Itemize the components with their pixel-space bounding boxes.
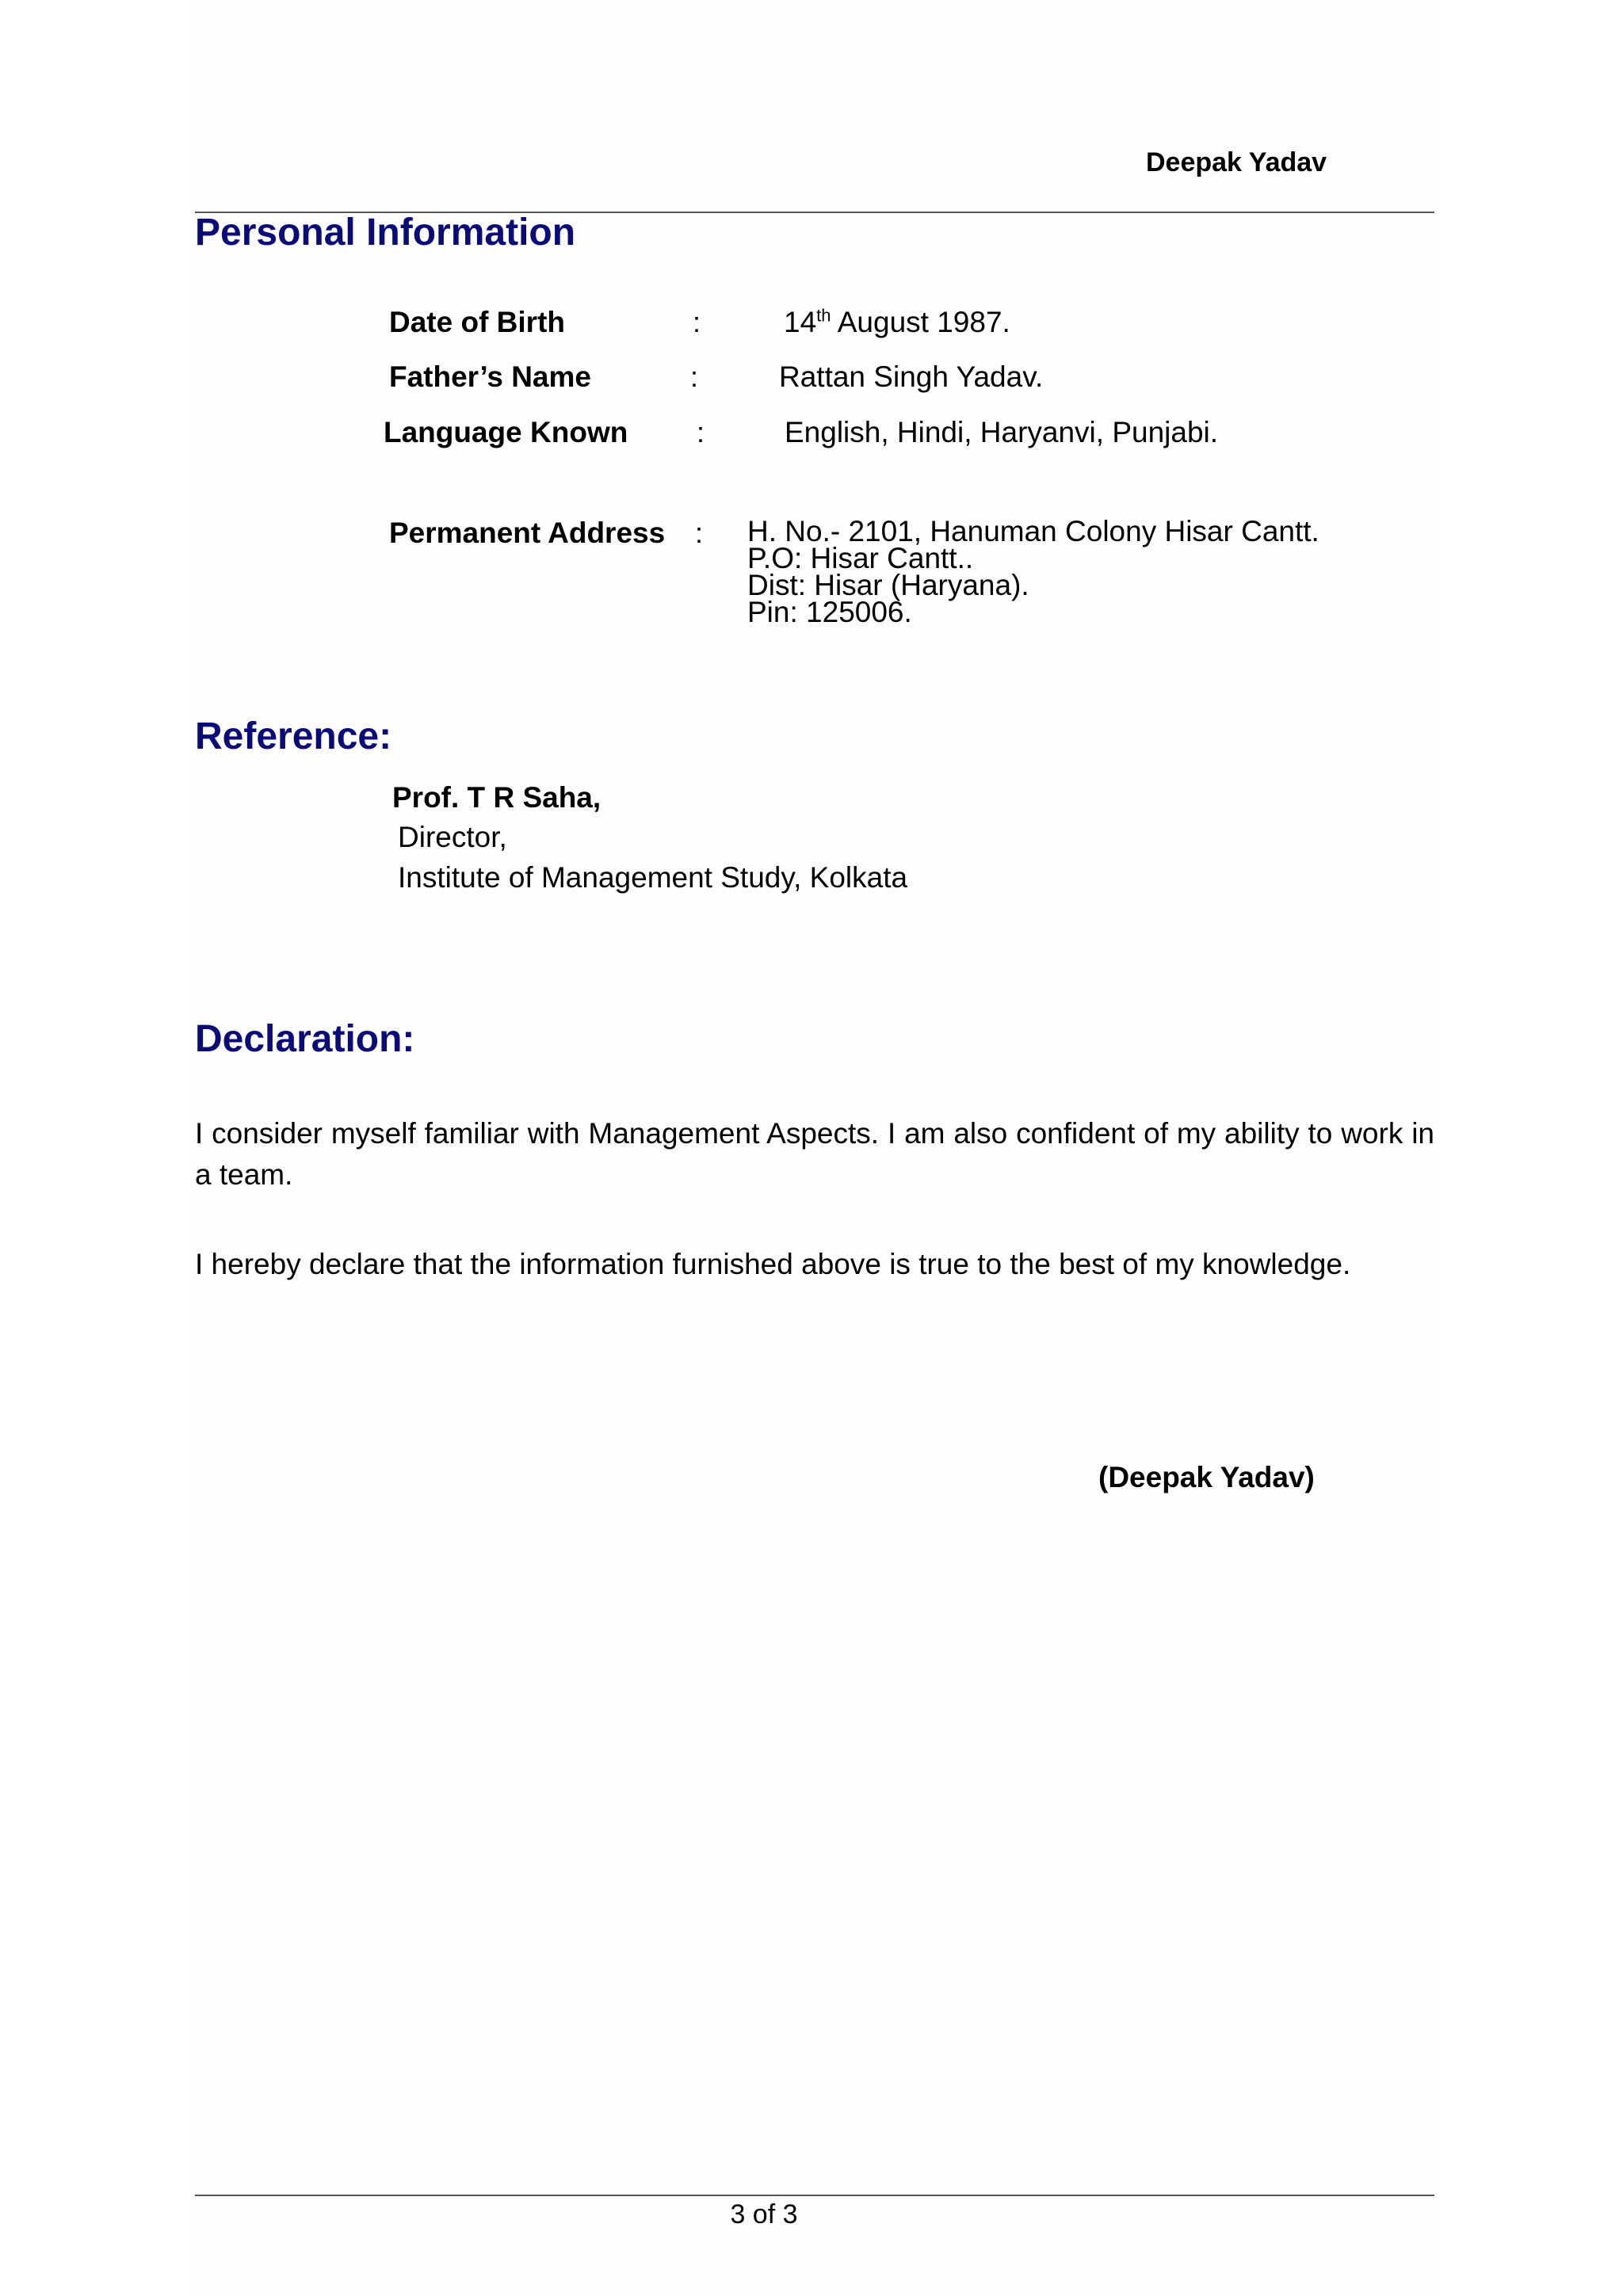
declaration-paragraph-1: I consider myself familiar with Management Aspects. I am also confident of my ability to work in a team. — [195, 1117, 1434, 1191]
language-label: Language Known — [384, 416, 628, 448]
address-line: H. No.- 2101, Hanuman Colony Hisar Cantt. — [747, 515, 1319, 547]
reference-institute: Institute of Management Study, Kolkata — [398, 861, 908, 894]
dob-colon: : — [693, 306, 701, 338]
father-label: Father’s Name — [389, 360, 591, 393]
dob-value — [784, 306, 1010, 339]
reference-designation: Director, — [398, 821, 507, 853]
dob-rest: August 1987. — [831, 306, 1010, 338]
dob-label: Date of Birth — [389, 306, 565, 338]
dob-day: 14 — [784, 306, 817, 338]
address-label: Permanent Address — [389, 517, 666, 549]
header-name: Deepak Yadav — [1146, 147, 1327, 177]
reference-name: Prof. T R Saha, — [392, 781, 601, 814]
address-line: Dist: Hisar (Haryana). — [747, 569, 1029, 601]
address-block — [747, 515, 1319, 628]
declaration-title: Declaration: — [195, 1018, 415, 1060]
address-colon: : — [695, 517, 704, 549]
dob-suffix: th — [816, 305, 831, 326]
personal-info-title: Personal Information — [195, 212, 576, 254]
address-line: Pin: 125006. — [747, 596, 912, 628]
footer-rule — [195, 2195, 1434, 2196]
language-value: English, Hindi, Haryanvi, Punjabi. — [785, 416, 1219, 448]
reference-title: Reference: — [195, 715, 392, 757]
language-colon: : — [697, 416, 705, 448]
page-number: 3 of 3 — [730, 2199, 798, 2229]
address-line: P.O: Hisar Cantt.. — [747, 542, 974, 574]
father-value: Rattan Singh Yadav. — [779, 360, 1044, 393]
father-colon: : — [690, 360, 699, 393]
signature-name: (Deepak Yadav) — [1098, 1461, 1315, 1493]
declaration-paragraph-2: I hereby declare that the information furnished above is true to the best of my knowledge. — [195, 1248, 1351, 1280]
